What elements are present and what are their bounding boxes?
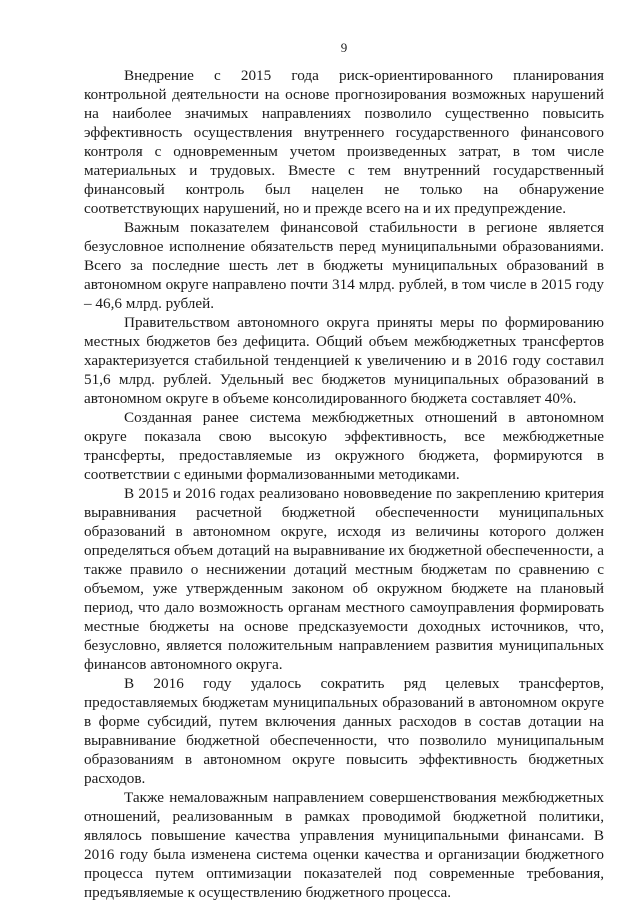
paragraph-financial-stability: Важным показателем финансовой стабильности в регионе является безусловное исполнение обязательств перед муниципальными образованиями. Всего за последние шесть лет в бюджеты муниципальных образований в автономном округе направлено почти 314 млрд. рублей, в том числе в 2015 году – 46,6 млрд. рублей. (84, 219, 604, 312)
paragraph-local-budgets: Правительством автономного округа приняты меры по формированию местных бюджетов без дефицита. Общий объем межбюджетных трансфертов характеризуется стабильной тенденцией к увеличению и в 2016 году составил 51,6 млрд. рублей. Удельный вес бюджетов муниципальных образований в автономном округе в объеме консолидированного бюджета составляет 40%. (84, 314, 604, 407)
page-number: 9 (340, 40, 348, 55)
paragraph-municipal-finance-quality: Также немаловажным направлением совершенствования межбюджетных отношений, реализованным в рамках проводимой бюджетной политики, являлось повышение качества управления муниципальными финансами. В 2016 году была изменена система оценки качества и организации бюджетного процесса путем оптимизации показателей под современные требования, предъявляемые к осуществлению бюджетного процесса. (84, 789, 604, 901)
paragraph-interbudget-system: Созданная ранее система межбюджетных отношений в автономном округе показала свою высокую эффективность, все межбюджетные трансферты, предоставляемые из окружного бюджета, формируются в соответствии с едиными формализованными методиками. (84, 409, 604, 483)
paragraph-risk-planning: Внедрение с 2015 года риск-ориентированного планирования контрольной деятельности на основе прогнозирования возможных нарушений на наиболее значимых направлениях позволило существенно повысить эффективность осуществления внутреннего государственного финансового контроля с одновременным учетом произведенных затрат, в том числе материальных и трудовых. Вместе с тем внутренний государственный финансовый контроль был нацелен не только на обнаружение соответствующих нарушений, но и прежде всего на и их предупреждение. (84, 67, 604, 217)
paragraph-targeted-transfers: В 2016 году удалось сократить ряд целевых трансфертов, предоставляемых бюджетам муниципальных образований в автономном округе в форме субсидий, путем включения данных расходов в состав дотации на выравнивание бюджетной обеспеченности, что позволило муниципальным образованиям в автономном округе повысить эффективность бюджетных расходов. (84, 675, 604, 787)
paragraph-equalization-criterion: В 2015 и 2016 годах реализовано нововведение по закреплению критерия выравнивания расчетной бюджетной обеспеченности муниципальных образований в автономном округе, исходя из величины которого должен определяться объем дотаций на выравнивание их бюджетной обеспеченности, а также правило о неснижении дотаций местным бюджетам по сравнению с объемом, уже утвержденным законом об окружном бюджете на плановый период, что дало возможность органам местного самоуправления формировать местные бюджеты на основе предсказуемости доходных источников, что, безусловно, является положительным направлением развития муниципальных финансов автономного округа. (84, 485, 604, 673)
